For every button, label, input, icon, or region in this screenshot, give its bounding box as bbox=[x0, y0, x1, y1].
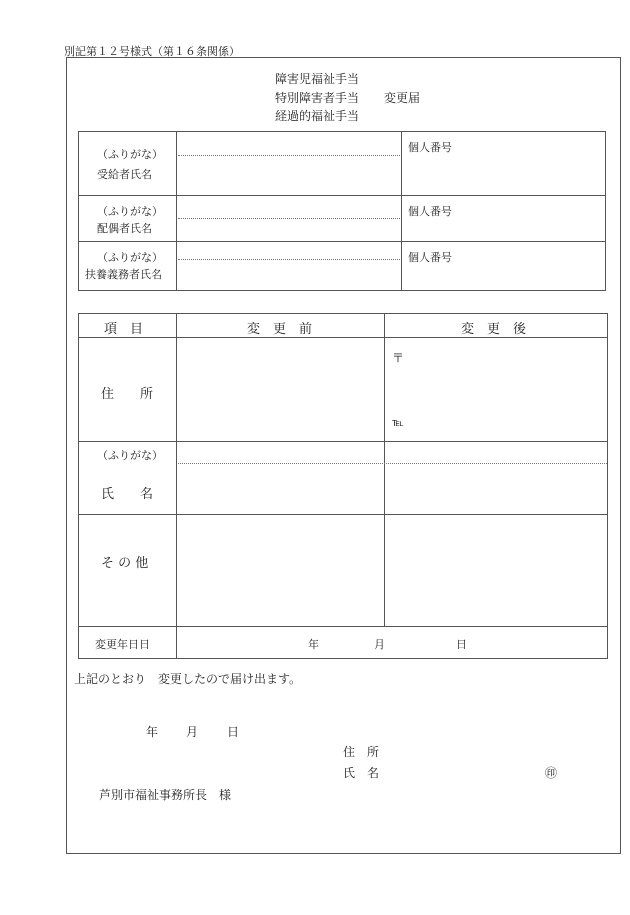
name-furigana-line bbox=[178, 463, 607, 464]
change-row-line-3 bbox=[78, 626, 608, 627]
sign-year: 年 bbox=[146, 725, 159, 739]
change-date-day: 日 bbox=[456, 638, 467, 651]
change-date-label: 変更年日日 bbox=[95, 638, 150, 651]
furigana-label-supporter: （ふりがな） bbox=[97, 251, 163, 264]
header-after: 変 更 後 bbox=[461, 322, 527, 337]
persons-divider-2 bbox=[401, 131, 402, 291]
change-date-year: 年 bbox=[308, 638, 319, 651]
persons-row-line-1 bbox=[78, 195, 606, 196]
postal-mark: 〒 bbox=[392, 351, 405, 365]
title-line-3: 経過的福祉手当 bbox=[275, 109, 360, 123]
furigana-line-3 bbox=[178, 259, 400, 260]
change-table bbox=[78, 313, 608, 659]
change-header-line bbox=[78, 337, 608, 338]
change-date-month: 月 bbox=[374, 638, 385, 651]
recipient-name-label: 受給者氏名 bbox=[97, 168, 152, 181]
furigana-label-recipient: （ふりがな） bbox=[97, 148, 163, 161]
name-furigana-label: （ふりがな） bbox=[97, 449, 163, 462]
change-col-divider-2 bbox=[384, 313, 385, 626]
applicant-name-label: 氏 名 bbox=[343, 766, 380, 780]
other-label: そ の 他 bbox=[101, 556, 149, 571]
persons-row-line-2 bbox=[78, 241, 606, 242]
tel-mark: ℡ bbox=[392, 416, 404, 429]
change-col-divider-1 bbox=[176, 313, 177, 659]
change-row-line-1 bbox=[78, 441, 608, 442]
personal-number-label-2: 個人番号 bbox=[408, 205, 452, 218]
title-line-2: 特別障害者手当 bbox=[275, 91, 360, 105]
title-line-1: 障害児福祉手当 bbox=[275, 72, 360, 86]
header-before: 変 更 前 bbox=[247, 322, 313, 337]
sign-month: 月 bbox=[186, 725, 199, 739]
personal-number-label-3: 個人番号 bbox=[408, 251, 452, 264]
change-row-line-2 bbox=[78, 514, 608, 515]
title-suffix: 変更届 bbox=[384, 91, 421, 105]
address-label: 住 所 bbox=[101, 387, 154, 402]
persons-divider-1 bbox=[176, 131, 177, 291]
applicant-address-label: 住 所 bbox=[343, 745, 380, 759]
personal-number-label-1: 個人番号 bbox=[408, 141, 452, 154]
declaration-text: 上記のとおり 変更したので届け出ます。 bbox=[74, 672, 302, 686]
addressee: 芦別市福祉事務所長 様 bbox=[99, 788, 232, 802]
supporter-name-label: 扶養義務者氏名 bbox=[85, 268, 162, 281]
seal-mark: ㊞ bbox=[545, 766, 558, 780]
header-item: 項 目 bbox=[104, 322, 144, 337]
name-label: 氏 名 bbox=[101, 487, 154, 502]
furigana-label-spouse: （ふりがな） bbox=[97, 205, 163, 218]
furigana-line-2 bbox=[178, 218, 400, 219]
form-reference: 別記第１２号様式（第１６条関係） bbox=[64, 45, 240, 58]
sign-day: 日 bbox=[227, 725, 240, 739]
spouse-name-label: 配偶者氏名 bbox=[97, 222, 152, 235]
furigana-line-1 bbox=[178, 155, 400, 156]
